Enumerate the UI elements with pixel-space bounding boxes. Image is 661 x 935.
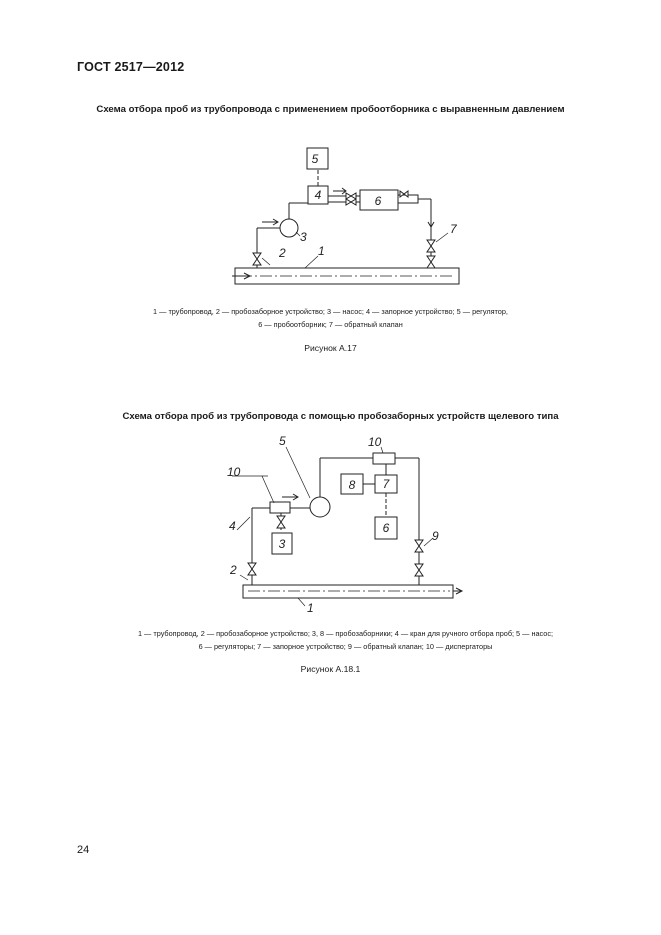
standard-header: ГОСТ 2517—2012 <box>77 60 185 74</box>
label-1: 1 <box>318 244 325 258</box>
box-10-left <box>270 502 290 513</box>
label-4-fig2: 4 <box>229 519 236 533</box>
figure2-legend-line2: 6 — регуляторы; 7 — запорное устройство; 9 — обратный клапан; 10 — диспергаторы <box>198 642 493 651</box>
label-6-fig2: 6 <box>382 521 390 535</box>
label-9: 9 <box>432 529 439 543</box>
figure1-legend-line1: 1 — трубопровод, 2 — пробозаборное устройство; 3 — насос; 4 — запорное устройство; 5 — регулятор, <box>153 307 508 316</box>
figure2-caption: Рисунок А.18.1 <box>300 664 361 674</box>
label-7-fig2: 7 <box>382 477 390 491</box>
label-2: 2 <box>279 246 286 260</box>
label-8: 8 <box>348 478 356 492</box>
label-3-fig2: 3 <box>278 537 286 551</box>
figure2-legend-line1: 1 — трубопровод, 2 — пробозаборное устройство; 3, 8 — пробозаборники; 4 — кран для ручного отбора проб; 5 — насос; <box>137 629 554 638</box>
label-10-right: 10 <box>368 435 382 449</box>
label-5: 5 <box>311 152 319 166</box>
label-1-fig2: 1 <box>307 601 314 615</box>
figure1-title: Схема отбора проб из трубопровода с применением пробоотборника с выравненным давлением <box>96 104 565 115</box>
figure2-legend <box>0 627 661 653</box>
label-5-fig2: 5 <box>279 434 286 448</box>
label-7: 7 <box>450 222 457 236</box>
pipeline-2 <box>243 585 453 598</box>
box-10-right <box>373 453 395 464</box>
page-number: 24 <box>77 844 90 856</box>
label-6: 6 <box>374 194 382 208</box>
label-3: 3 <box>300 230 307 244</box>
label-10-left: 10 <box>227 465 241 479</box>
figure2-title: Схема отбора проб из трубопровода с помощью пробозаборных устройств щелевого типа <box>122 411 559 422</box>
label-4: 4 <box>314 188 322 202</box>
figure1-caption: Рисунок А.17 <box>304 343 357 353</box>
figure1-legend-line2: 6 — пробоотборник; 7 — обратный клапан <box>258 320 403 329</box>
label-2-fig2: 2 <box>230 563 237 577</box>
pump-5 <box>310 497 330 517</box>
